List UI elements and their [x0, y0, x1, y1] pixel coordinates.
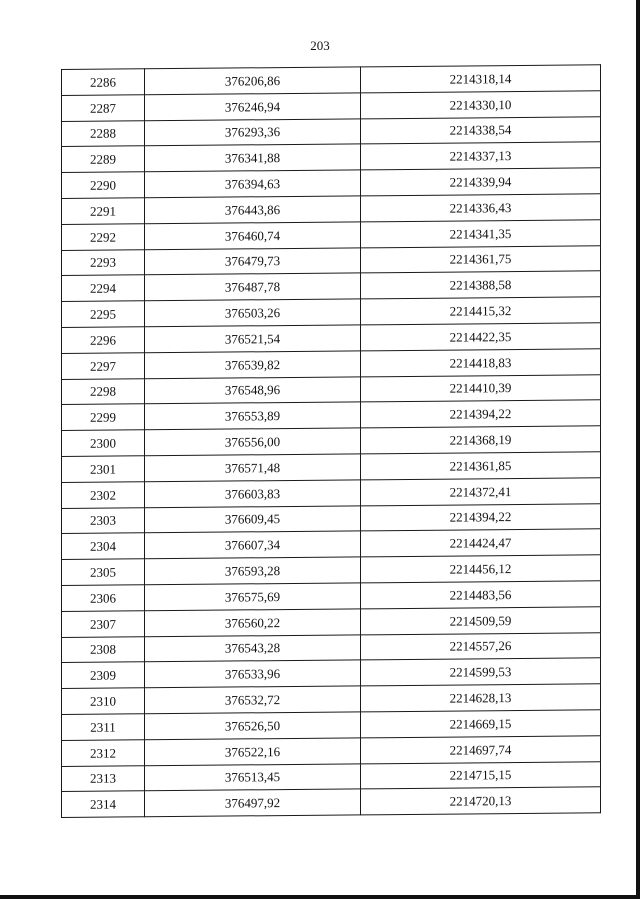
x-coordinate-cell: 376497,92 — [145, 789, 361, 817]
scan-edge-right — [636, 0, 640, 899]
x-coordinate-cell: 376521,54 — [145, 325, 361, 353]
y-coordinate-cell: 2214336,43 — [361, 194, 601, 222]
y-coordinate-cell: 2214424,47 — [361, 529, 601, 557]
x-coordinate-cell: 376526,50 — [145, 712, 361, 740]
y-coordinate-cell: 2214341,35 — [361, 220, 601, 248]
y-coordinate-cell: 2214394,22 — [361, 503, 601, 531]
point-number-cell: 2301 — [62, 456, 145, 483]
x-coordinate-cell: 376548,96 — [145, 376, 361, 404]
point-number-cell: 2306 — [62, 585, 145, 612]
y-coordinate-cell: 2214394,22 — [361, 400, 601, 428]
point-number-cell: 2309 — [62, 662, 145, 689]
point-number-cell: 2305 — [62, 559, 145, 586]
y-coordinate-cell: 2214628,13 — [361, 684, 601, 712]
y-coordinate-cell: 2214330,10 — [361, 91, 601, 119]
y-coordinate-cell: 2214557,26 — [361, 632, 601, 660]
point-number-cell: 2286 — [62, 69, 145, 96]
x-coordinate-cell: 376513,45 — [145, 763, 361, 791]
y-coordinate-cell: 2214509,59 — [361, 607, 601, 635]
x-coordinate-cell: 376503,26 — [145, 299, 361, 327]
point-number-cell: 2302 — [62, 482, 145, 509]
point-number-cell: 2295 — [62, 301, 145, 328]
point-number-cell: 2307 — [62, 611, 145, 638]
point-number-cell: 2289 — [62, 146, 145, 173]
y-coordinate-cell: 2214318,14 — [361, 65, 601, 93]
y-coordinate-cell: 2214410,39 — [361, 374, 601, 402]
x-coordinate-cell: 376460,74 — [145, 222, 361, 250]
x-coordinate-cell: 376522,16 — [145, 738, 361, 766]
y-coordinate-cell: 2214720,13 — [361, 787, 601, 815]
x-coordinate-cell: 376603,83 — [145, 480, 361, 508]
y-coordinate-cell: 2214415,32 — [361, 297, 601, 325]
point-number-cell: 2294 — [62, 275, 145, 302]
x-coordinate-cell: 376394,63 — [145, 170, 361, 198]
point-number-cell: 2300 — [62, 430, 145, 457]
x-coordinate-cell: 376553,89 — [145, 402, 361, 430]
x-coordinate-cell: 376560,22 — [145, 609, 361, 637]
x-coordinate-cell: 376533,96 — [145, 660, 361, 688]
y-coordinate-cell: 2214715,15 — [361, 761, 601, 789]
point-number-cell: 2293 — [62, 249, 145, 276]
y-coordinate-cell: 2214339,94 — [361, 168, 601, 196]
x-coordinate-cell: 376443,86 — [145, 196, 361, 224]
y-coordinate-cell: 2214456,12 — [361, 555, 601, 583]
point-number-cell: 2290 — [62, 172, 145, 199]
point-number-cell: 2288 — [62, 120, 145, 147]
point-number-cell: 2310 — [62, 688, 145, 715]
y-coordinate-cell: 2214337,13 — [361, 142, 601, 170]
x-coordinate-cell: 376479,73 — [145, 247, 361, 275]
y-coordinate-cell: 2214361,75 — [361, 245, 601, 273]
y-coordinate-cell: 2214418,83 — [361, 349, 601, 377]
coordinates-table-body — [62, 65, 601, 818]
point-number-cell: 2291 — [62, 198, 145, 225]
table-row — [62, 787, 601, 818]
point-number-cell: 2308 — [62, 636, 145, 663]
point-number-cell: 2303 — [62, 507, 145, 534]
x-coordinate-cell: 376593,28 — [145, 557, 361, 585]
point-number-cell: 2287 — [62, 95, 145, 122]
point-number-cell: 2299 — [62, 404, 145, 431]
y-coordinate-cell: 2214372,41 — [361, 478, 601, 506]
x-coordinate-cell: 376609,45 — [145, 505, 361, 533]
x-coordinate-cell: 376293,36 — [145, 118, 361, 146]
point-number-cell: 2298 — [62, 378, 145, 405]
y-coordinate-cell: 2214669,15 — [361, 710, 601, 738]
point-number-cell: 2311 — [62, 714, 145, 741]
point-number-cell: 2314 — [62, 791, 145, 818]
point-number-cell: 2297 — [62, 353, 145, 380]
x-coordinate-cell: 376539,82 — [145, 351, 361, 379]
y-coordinate-cell: 2214697,74 — [361, 736, 601, 764]
point-number-cell: 2304 — [62, 533, 145, 560]
point-number-cell: 2296 — [62, 327, 145, 354]
point-number-cell: 2312 — [62, 739, 145, 766]
x-coordinate-cell: 376571,48 — [145, 454, 361, 482]
y-coordinate-cell: 2214361,85 — [361, 452, 601, 480]
x-coordinate-cell: 376246,94 — [145, 93, 361, 121]
x-coordinate-cell: 376607,34 — [145, 531, 361, 559]
y-coordinate-cell: 2214368,19 — [361, 426, 601, 454]
y-coordinate-cell: 2214599,53 — [361, 658, 601, 686]
point-number-cell: 2313 — [62, 765, 145, 792]
x-coordinate-cell: 376206,86 — [145, 67, 361, 95]
scan-edge-bottom — [0, 895, 640, 899]
x-coordinate-cell: 376543,28 — [145, 634, 361, 662]
point-number-cell: 2292 — [62, 224, 145, 251]
y-coordinate-cell: 2214483,56 — [361, 581, 601, 609]
y-coordinate-cell: 2214338,54 — [361, 116, 601, 144]
x-coordinate-cell: 376487,78 — [145, 273, 361, 301]
y-coordinate-cell: 2214388,58 — [361, 271, 601, 299]
y-coordinate-cell: 2214422,35 — [361, 323, 601, 351]
page-number: 203 — [310, 38, 330, 53]
x-coordinate-cell: 376575,69 — [145, 583, 361, 611]
coordinates-table — [61, 64, 601, 818]
x-coordinate-cell: 376341,88 — [145, 144, 361, 172]
x-coordinate-cell: 376556,00 — [145, 428, 361, 456]
x-coordinate-cell: 376532,72 — [145, 686, 361, 714]
